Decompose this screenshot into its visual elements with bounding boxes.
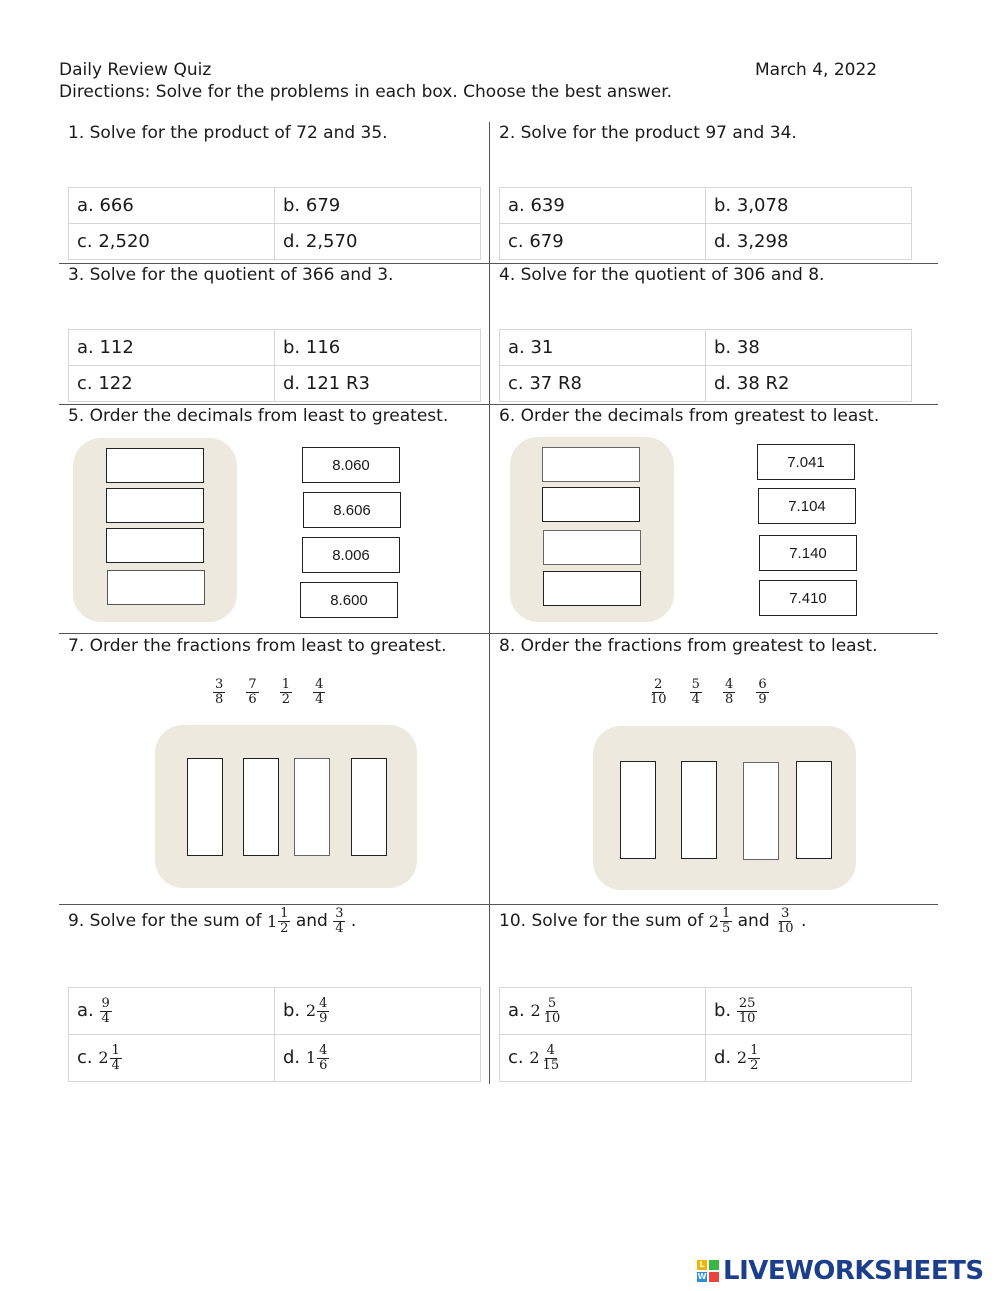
decimal-tile[interactable]: 7.140 [759, 535, 857, 571]
fraction-list [640, 678, 777, 706]
column-divider [489, 122, 490, 1084]
question-10-prompt: 10. Solve for the sum of 2 $\frac{1}{5}$ and $\frac{3}{10}$ . [499, 906, 807, 936]
row-divider [59, 404, 938, 405]
logo-grid-icon: L W [697, 1260, 719, 1282]
option-b[interactable]: b. $\frac{25}{10}$ [706, 988, 912, 1035]
fraction[interactable]: $\frac{2}{10}$ [650, 677, 667, 707]
fraction[interactable]: $\frac{1}{2}$ [281, 677, 291, 707]
option-c[interactable]: c. 679 [500, 224, 706, 260]
drop-slot-1[interactable] [106, 448, 204, 483]
drop-slot-3[interactable] [743, 762, 779, 860]
drop-slot-4[interactable] [351, 758, 387, 856]
decimal-tile[interactable]: 8.606 [303, 492, 401, 528]
option-a[interactable]: a. 31 [500, 330, 706, 366]
row-divider [59, 904, 938, 905]
drop-slot-1[interactable] [542, 447, 640, 482]
option-c[interactable]: c. 2 $\frac{1}{4}$ [69, 1035, 275, 1082]
option-c[interactable]: c. 122 [69, 366, 275, 402]
question-5-prompt: 5. Order the decimals from least to greatest. [68, 406, 449, 426]
fraction[interactable]: $\frac{4}{8}$ [725, 677, 734, 707]
option-c[interactable]: c. 2,520 [69, 224, 275, 260]
fraction[interactable]: $\frac{5}{4}$ [691, 677, 700, 707]
decimal-tile[interactable]: 8.600 [300, 582, 398, 618]
question-6-prompt: 6. Order the decimals from greatest to least. [499, 406, 880, 426]
option-a[interactable]: a. 112 [69, 330, 275, 366]
drop-slot-2[interactable] [106, 488, 204, 523]
directions: Directions: Solve for the problems in each box. Choose the best answer. [59, 82, 673, 102]
decimal-tile[interactable]: 7.104 [758, 488, 856, 524]
drop-slot-3[interactable] [294, 758, 330, 856]
fraction[interactable]: $\frac{4}{4}$ [315, 677, 324, 707]
drop-slot-4[interactable] [796, 761, 832, 859]
question-7-prompt: 7. Order the fractions from least to greatest. [68, 636, 447, 656]
liveworksheets-logo[interactable] [697, 1256, 984, 1286]
question-3-prompt: 3. Solve for the quotient of 366 and 3. [68, 265, 394, 285]
option-b[interactable]: b. 3,078 [706, 188, 912, 224]
question-9-options [68, 987, 481, 1082]
decimal-tile[interactable]: 8.060 [302, 447, 400, 483]
option-d[interactable]: d. 2 $\frac{1}{2}$ [706, 1035, 912, 1082]
option-d[interactable]: d. 121 R3 [275, 366, 481, 402]
option-b[interactable]: b. 679 [275, 188, 481, 224]
option-b[interactable]: b. 116 [275, 330, 481, 366]
question-8-prompt: 8. Order the fractions from greatest to least. [499, 636, 878, 656]
fraction[interactable]: $\frac{7}{6}$ [248, 677, 257, 707]
question-2-options [499, 187, 912, 260]
question-1-options [68, 187, 481, 260]
option-a[interactable]: a. 639 [500, 188, 706, 224]
question-1-prompt: 1. Solve for the product of 72 and 35. [68, 123, 388, 143]
question-4-prompt: 4. Solve for the quotient of 306 and 8. [499, 265, 825, 285]
option-a[interactable]: a. 666 [69, 188, 275, 224]
drop-slot-2[interactable] [542, 487, 640, 522]
question-2-prompt: 2. Solve for the product 97 and 34. [499, 123, 797, 143]
quiz-title: Daily Review Quiz [59, 60, 212, 80]
quiz-date: March 4, 2022 [755, 60, 878, 80]
option-d[interactable]: d. 1 $\frac{4}{6}$ [275, 1035, 481, 1082]
drop-slot-1[interactable] [620, 761, 656, 859]
drop-slot-2[interactable] [681, 761, 717, 859]
question-10-options [499, 987, 912, 1082]
fraction[interactable]: $\frac{3}{8}$ [215, 677, 224, 707]
drop-slot-1[interactable] [187, 758, 223, 856]
drop-slot-4[interactable] [543, 571, 641, 606]
row-divider [59, 633, 938, 634]
drop-slot-4[interactable] [107, 570, 205, 605]
drop-slot-3[interactable] [543, 530, 641, 565]
drop-slot-2[interactable] [243, 758, 279, 856]
option-d[interactable]: d. 3,298 [706, 224, 912, 260]
question-4-options [499, 329, 912, 402]
question-9-prompt: 9. Solve for the sum of 1 $\frac{1}{2}$ and $\frac{3}{4}$ . [68, 906, 357, 936]
drop-slot-3[interactable] [106, 528, 204, 563]
option-a[interactable]: a. 2 $\frac{5}{10}$ [500, 988, 706, 1035]
fraction[interactable]: $\frac{6}{9}$ [758, 677, 767, 707]
option-b[interactable]: b. 38 [706, 330, 912, 366]
decimal-tile[interactable]: 7.410 [759, 580, 857, 616]
option-c[interactable]: c. 2 $\frac{4}{15}$ [500, 1035, 706, 1082]
brand-name: LIVEWORKSHEETS [723, 1256, 984, 1286]
fraction-list [205, 678, 333, 706]
decimal-tile[interactable]: 7.041 [757, 444, 855, 480]
option-d[interactable]: d. 2,570 [275, 224, 481, 260]
question-3-options [68, 329, 481, 402]
option-a[interactable]: a. $\frac{9}{4}$ [69, 988, 275, 1035]
row-divider [59, 263, 938, 264]
decimal-tile[interactable]: 8.006 [302, 537, 400, 573]
option-b[interactable]: b. 2 $\frac{4}{9}$ [275, 988, 481, 1035]
option-d[interactable]: d. 38 R2 [706, 366, 912, 402]
option-c[interactable]: c. 37 R8 [500, 366, 706, 402]
